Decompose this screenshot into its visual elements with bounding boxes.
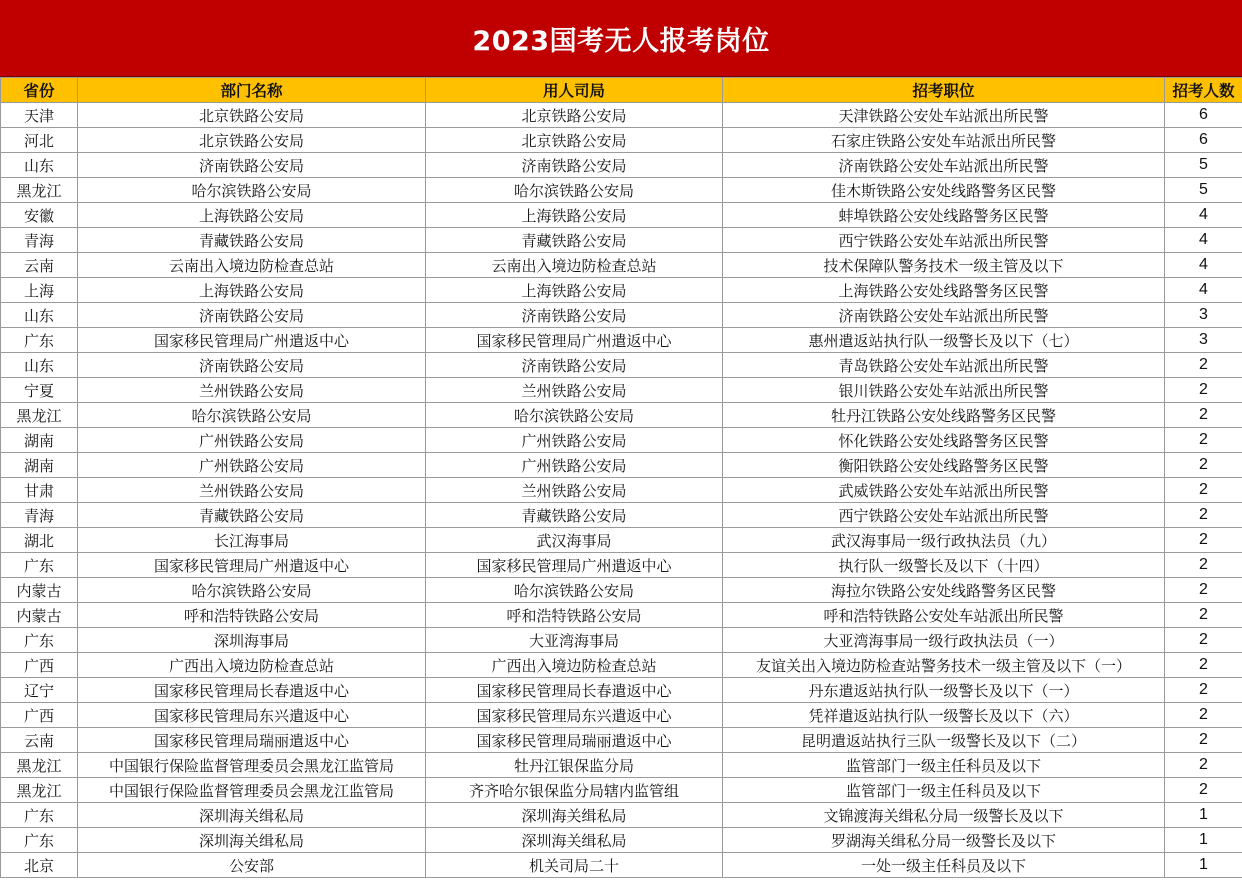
table-row xyxy=(1,153,1242,178)
cell-province: 山东 xyxy=(1,353,78,378)
cell-organization: 齐齐哈尔银保监分局辖内监管组 xyxy=(426,778,723,803)
header-position: 招考职位 xyxy=(723,78,1165,103)
cell-count: 2 xyxy=(1165,478,1242,503)
cell-position: 执行队一级警长及以下（十四） xyxy=(723,553,1165,578)
cell-position: 济南铁路公安处车站派出所民警 xyxy=(723,153,1165,178)
cell-organization: 哈尔滨铁路公安局 xyxy=(426,403,723,428)
cell-department: 呼和浩特铁路公安局 xyxy=(78,603,426,628)
cell-department: 北京铁路公安局 xyxy=(78,128,426,153)
cell-position: 丹东遣返站执行队一级警长及以下（一） xyxy=(723,678,1165,703)
cell-position: 石家庄铁路公安处车站派出所民警 xyxy=(723,128,1165,153)
cell-count: 2 xyxy=(1165,353,1242,378)
cell-count: 2 xyxy=(1165,503,1242,528)
cell-organization: 机关司局二十 xyxy=(426,853,723,878)
cell-department: 济南铁路公安局 xyxy=(78,153,426,178)
table-row xyxy=(1,853,1242,878)
table-header xyxy=(1,78,1242,103)
cell-department: 国家移民管理局瑞丽遣返中心 xyxy=(78,728,426,753)
cell-position: 凭祥遣返站执行队一级警长及以下（六） xyxy=(723,703,1165,728)
cell-organization: 北京铁路公安局 xyxy=(426,103,723,128)
cell-province: 河北 xyxy=(1,128,78,153)
cell-department: 哈尔滨铁路公安局 xyxy=(78,403,426,428)
table-row xyxy=(1,328,1242,353)
cell-organization: 深圳海关缉私局 xyxy=(426,803,723,828)
table-row xyxy=(1,578,1242,603)
cell-position: 青岛铁路公安处车站派出所民警 xyxy=(723,353,1165,378)
cell-province: 黑龙江 xyxy=(1,753,78,778)
cell-department: 济南铁路公安局 xyxy=(78,303,426,328)
cell-department: 哈尔滨铁路公安局 xyxy=(78,178,426,203)
cell-count: 4 xyxy=(1165,203,1242,228)
table-row xyxy=(1,778,1242,803)
cell-count: 3 xyxy=(1165,303,1242,328)
cell-count: 1 xyxy=(1165,803,1242,828)
cell-province: 黑龙江 xyxy=(1,403,78,428)
cell-department: 北京铁路公安局 xyxy=(78,103,426,128)
cell-organization: 青藏铁路公安局 xyxy=(426,228,723,253)
sheet-title: 2023国考无人报考岗位 xyxy=(0,0,1242,77)
table-row xyxy=(1,628,1242,653)
cell-department: 广州铁路公安局 xyxy=(78,453,426,478)
table-row xyxy=(1,653,1242,678)
cell-province: 广西 xyxy=(1,703,78,728)
header-department: 部门名称 xyxy=(78,78,426,103)
cell-province: 安徽 xyxy=(1,203,78,228)
cell-count: 2 xyxy=(1165,628,1242,653)
cell-organization: 兰州铁路公安局 xyxy=(426,478,723,503)
cell-organization: 广州铁路公安局 xyxy=(426,453,723,478)
cell-organization: 国家移民管理局长春遣返中心 xyxy=(426,678,723,703)
table-row xyxy=(1,203,1242,228)
cell-position: 海拉尔铁路公安处线路警务区民警 xyxy=(723,578,1165,603)
table-row xyxy=(1,378,1242,403)
cell-province: 内蒙古 xyxy=(1,578,78,603)
cell-position: 天津铁路公安处车站派出所民警 xyxy=(723,103,1165,128)
cell-province: 青海 xyxy=(1,503,78,528)
cell-organization: 济南铁路公安局 xyxy=(426,303,723,328)
cell-department: 国家移民管理局广州遣返中心 xyxy=(78,553,426,578)
cell-province: 黑龙江 xyxy=(1,778,78,803)
table-row xyxy=(1,428,1242,453)
cell-count: 4 xyxy=(1165,228,1242,253)
cell-position: 济南铁路公安处车站派出所民警 xyxy=(723,303,1165,328)
cell-department: 深圳海关缉私局 xyxy=(78,828,426,853)
cell-organization: 国家移民管理局广州遣返中心 xyxy=(426,553,723,578)
table-row xyxy=(1,228,1242,253)
table-row xyxy=(1,478,1242,503)
cell-department: 上海铁路公安局 xyxy=(78,278,426,303)
cell-province: 云南 xyxy=(1,253,78,278)
cell-count: 5 xyxy=(1165,153,1242,178)
cell-province: 北京 xyxy=(1,853,78,878)
cell-count: 2 xyxy=(1165,378,1242,403)
cell-organization: 济南铁路公安局 xyxy=(426,353,723,378)
cell-organization: 国家移民管理局东兴遣返中心 xyxy=(426,703,723,728)
cell-province: 湖南 xyxy=(1,428,78,453)
cell-province: 天津 xyxy=(1,103,78,128)
cell-department: 济南铁路公安局 xyxy=(78,353,426,378)
cell-position: 罗湖海关缉私分局一级警长及以下 xyxy=(723,828,1165,853)
cell-province: 黑龙江 xyxy=(1,178,78,203)
cell-count: 4 xyxy=(1165,278,1242,303)
cell-organization: 哈尔滨铁路公安局 xyxy=(426,178,723,203)
cell-position: 衡阳铁路公安处线路警务区民警 xyxy=(723,453,1165,478)
header-organization: 用人司局 xyxy=(426,78,723,103)
cell-province: 广西 xyxy=(1,653,78,678)
cell-organization: 北京铁路公安局 xyxy=(426,128,723,153)
cell-department: 云南出入境边防检查总站 xyxy=(78,253,426,278)
cell-position: 佳木斯铁路公安处线路警务区民警 xyxy=(723,178,1165,203)
cell-province: 广东 xyxy=(1,328,78,353)
cell-count: 1 xyxy=(1165,853,1242,878)
header-province: 省份 xyxy=(1,78,78,103)
cell-organization: 哈尔滨铁路公安局 xyxy=(426,578,723,603)
cell-organization: 牡丹江银保监分局 xyxy=(426,753,723,778)
cell-department: 中国银行保险监督管理委员会黑龙江监管局 xyxy=(78,778,426,803)
table-row xyxy=(1,303,1242,328)
cell-count: 2 xyxy=(1165,703,1242,728)
cell-count: 2 xyxy=(1165,528,1242,553)
cell-count: 2 xyxy=(1165,778,1242,803)
cell-organization: 上海铁路公安局 xyxy=(426,278,723,303)
cell-position: 文锦渡海关缉私分局一级警长及以下 xyxy=(723,803,1165,828)
cell-department: 公安部 xyxy=(78,853,426,878)
cell-province: 湖南 xyxy=(1,453,78,478)
cell-province: 广东 xyxy=(1,553,78,578)
cell-position: 银川铁路公安处车站派出所民警 xyxy=(723,378,1165,403)
cell-count: 2 xyxy=(1165,403,1242,428)
cell-department: 广西出入境边防检查总站 xyxy=(78,653,426,678)
cell-organization: 呼和浩特铁路公安局 xyxy=(426,603,723,628)
cell-department: 深圳海事局 xyxy=(78,628,426,653)
cell-position: 西宁铁路公安处车站派出所民警 xyxy=(723,503,1165,528)
cell-department: 哈尔滨铁路公安局 xyxy=(78,578,426,603)
cell-organization: 大亚湾海事局 xyxy=(426,628,723,653)
cell-position: 呼和浩特铁路公安处车站派出所民警 xyxy=(723,603,1165,628)
table-row xyxy=(1,253,1242,278)
cell-province: 广东 xyxy=(1,828,78,853)
cell-province: 广东 xyxy=(1,803,78,828)
cell-province: 山东 xyxy=(1,303,78,328)
cell-position: 惠州遣返站执行队一级警长及以下（七） xyxy=(723,328,1165,353)
cell-count: 2 xyxy=(1165,603,1242,628)
cell-count: 2 xyxy=(1165,678,1242,703)
table-row xyxy=(1,103,1242,128)
cell-position: 怀化铁路公安处线路警务区民警 xyxy=(723,428,1165,453)
cell-count: 1 xyxy=(1165,828,1242,853)
cell-position: 大亚湾海事局一级行政执法员（一） xyxy=(723,628,1165,653)
cell-department: 上海铁路公安局 xyxy=(78,203,426,228)
table-row xyxy=(1,828,1242,853)
cell-organization: 广州铁路公安局 xyxy=(426,428,723,453)
cell-position: 一处一级主任科员及以下 xyxy=(723,853,1165,878)
cell-province: 山东 xyxy=(1,153,78,178)
cell-position: 武威铁路公安处车站派出所民警 xyxy=(723,478,1165,503)
table-row xyxy=(1,278,1242,303)
cell-position: 西宁铁路公安处车站派出所民警 xyxy=(723,228,1165,253)
cell-department: 国家移民管理局东兴遣返中心 xyxy=(78,703,426,728)
table-row xyxy=(1,403,1242,428)
cell-position: 技术保障队警务技术一级主管及以下 xyxy=(723,253,1165,278)
cell-province: 甘肃 xyxy=(1,478,78,503)
cell-organization: 上海铁路公安局 xyxy=(426,203,723,228)
positions-table xyxy=(0,77,1242,878)
cell-position: 武汉海事局一级行政执法员（九） xyxy=(723,528,1165,553)
table-row xyxy=(1,803,1242,828)
cell-count: 2 xyxy=(1165,553,1242,578)
cell-organization: 济南铁路公安局 xyxy=(426,153,723,178)
header-count: 招考人数 xyxy=(1165,78,1242,103)
table-row xyxy=(1,678,1242,703)
cell-department: 青藏铁路公安局 xyxy=(78,228,426,253)
table-row xyxy=(1,603,1242,628)
cell-province: 广东 xyxy=(1,628,78,653)
cell-organization: 兰州铁路公安局 xyxy=(426,378,723,403)
cell-count: 2 xyxy=(1165,578,1242,603)
cell-count: 2 xyxy=(1165,753,1242,778)
cell-count: 2 xyxy=(1165,453,1242,478)
cell-department: 中国银行保险监督管理委员会黑龙江监管局 xyxy=(78,753,426,778)
table-row xyxy=(1,178,1242,203)
cell-position: 上海铁路公安处线路警务区民警 xyxy=(723,278,1165,303)
cell-position: 监管部门一级主任科员及以下 xyxy=(723,778,1165,803)
cell-position: 友谊关出入境边防检查站警务技术一级主管及以下（一） xyxy=(723,653,1165,678)
cell-province: 上海 xyxy=(1,278,78,303)
cell-department: 深圳海关缉私局 xyxy=(78,803,426,828)
table-row xyxy=(1,528,1242,553)
cell-count: 2 xyxy=(1165,728,1242,753)
cell-organization: 武汉海事局 xyxy=(426,528,723,553)
table-row xyxy=(1,728,1242,753)
cell-organization: 云南出入境边防检查总站 xyxy=(426,253,723,278)
table-row xyxy=(1,503,1242,528)
table-row xyxy=(1,453,1242,478)
cell-count: 3 xyxy=(1165,328,1242,353)
cell-department: 长江海事局 xyxy=(78,528,426,553)
cell-position: 监管部门一级主任科员及以下 xyxy=(723,753,1165,778)
cell-department: 广州铁路公安局 xyxy=(78,428,426,453)
cell-position: 牡丹江铁路公安处线路警务区民警 xyxy=(723,403,1165,428)
cell-province: 云南 xyxy=(1,728,78,753)
header-row xyxy=(1,78,1242,103)
table-row xyxy=(1,128,1242,153)
table-row xyxy=(1,353,1242,378)
cell-organization: 国家移民管理局瑞丽遣返中心 xyxy=(426,728,723,753)
cell-count: 2 xyxy=(1165,428,1242,453)
table-row xyxy=(1,753,1242,778)
table-row xyxy=(1,703,1242,728)
cell-department: 兰州铁路公安局 xyxy=(78,378,426,403)
cell-organization: 广西出入境边防检查总站 xyxy=(426,653,723,678)
cell-province: 湖北 xyxy=(1,528,78,553)
cell-department: 兰州铁路公安局 xyxy=(78,478,426,503)
cell-count: 2 xyxy=(1165,653,1242,678)
cell-organization: 深圳海关缉私局 xyxy=(426,828,723,853)
cell-department: 国家移民管理局广州遣返中心 xyxy=(78,328,426,353)
cell-position: 昆明遣返站执行三队一级警长及以下（二） xyxy=(723,728,1165,753)
cell-province: 青海 xyxy=(1,228,78,253)
cell-count: 4 xyxy=(1165,253,1242,278)
cell-organization: 国家移民管理局广州遣返中心 xyxy=(426,328,723,353)
cell-organization: 青藏铁路公安局 xyxy=(426,503,723,528)
cell-province: 宁夏 xyxy=(1,378,78,403)
cell-count: 6 xyxy=(1165,103,1242,128)
table-body xyxy=(1,103,1242,878)
table-row xyxy=(1,553,1242,578)
cell-province: 辽宁 xyxy=(1,678,78,703)
cell-department: 青藏铁路公安局 xyxy=(78,503,426,528)
cell-position: 蚌埠铁路公安处线路警务区民警 xyxy=(723,203,1165,228)
cell-province: 内蒙古 xyxy=(1,603,78,628)
cell-count: 6 xyxy=(1165,128,1242,153)
cell-count: 5 xyxy=(1165,178,1242,203)
cell-department: 国家移民管理局长春遣返中心 xyxy=(78,678,426,703)
